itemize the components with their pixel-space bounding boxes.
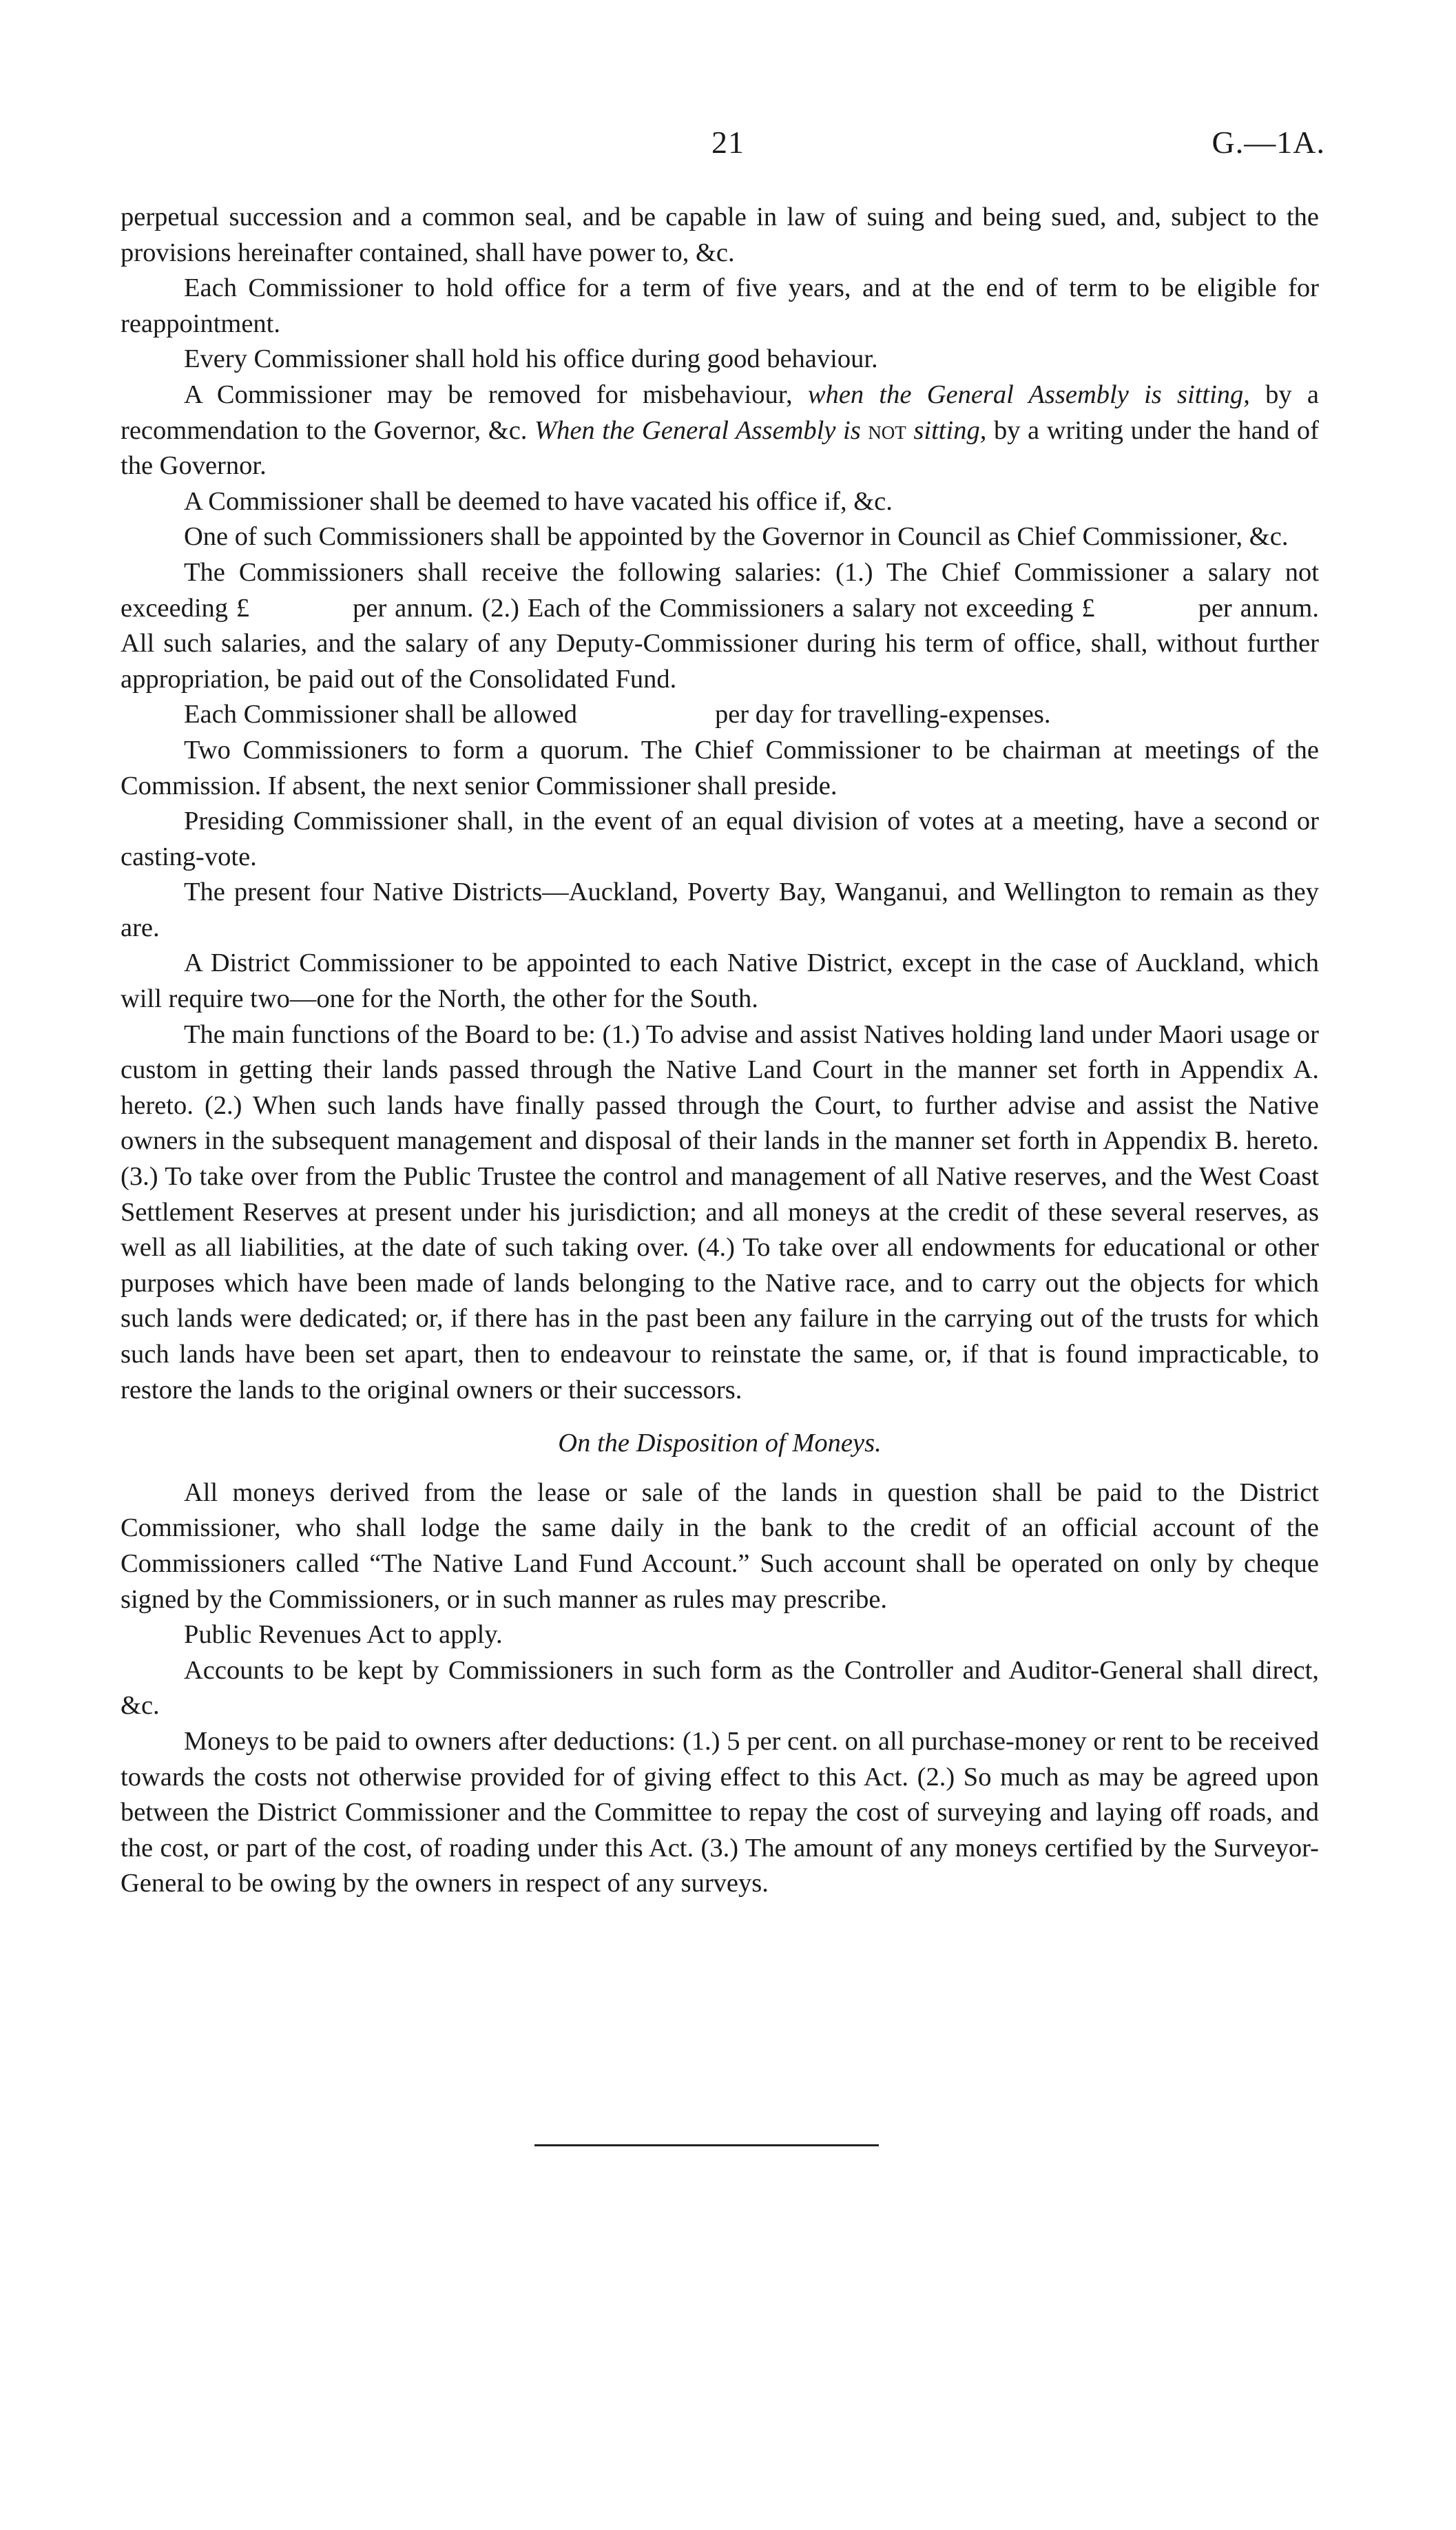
page-number: 21	[711, 125, 745, 160]
paragraph-8-text-b: per day for travelling-expenses.	[714, 700, 1051, 729]
paragraph-1: perpetual succession and a common seal, and be capable in law of suing and being sued, and, subject to the provisions hereinafter contained, shall have power to, &c.	[121, 203, 1319, 267]
paragraph-12: A District Commissioner to be appointed to each Native District, except in the case of Auckland, which will require two—one for the North, the other for the South.	[121, 948, 1319, 1014]
body-text	[121, 200, 1319, 1902]
paragraph-16: Accounts to be kept by Commissioners in such form as the Controller and Auditor-General shall direct, &c.	[121, 1655, 1319, 1721]
paragraph-4-italic-c: sitting,	[906, 415, 987, 445]
paragraph-3: Every Commissioner shall hold his office during good behaviour.	[184, 344, 878, 374]
paragraph-7-text-c: per annum. All such salaries, and the salary of any Deputy-Commissioner during his term of office, shall, without further appropriation, be paid out of the Consolidated Fund.	[121, 593, 1319, 694]
paragraph-9: Two Commissioners to form a quorum. The Chief Commissioner to be chairman at meetings of the Commission. If absent, the next senior Commissioner shall preside.	[121, 735, 1319, 800]
paragraph-4-text-a: A Commissioner may be removed for misbehaviour,	[184, 380, 808, 409]
paragraph-15: Public Revenues Act to apply.	[184, 1620, 503, 1650]
paragraph-7-text-b: per annum. (2.) Each of the Commissioners a salary not exceeding £	[353, 593, 1095, 623]
paragraph-7-text-a: The Commissioners shall receive the following salaries: (1.) The Chief Commissioner a salary not exceeding £	[121, 557, 1319, 623]
paragraph-4-text-b: by a recommendation to the Governor, &c.	[121, 380, 1319, 445]
document-reference: G.—1A.	[1211, 125, 1325, 160]
paragraph-10: Presiding Commissioner shall, in the event of an equal division of votes at a meeting, have a second or casting-vote.	[121, 807, 1319, 871]
paragraph-4-text-c: by a writing under the hand of the Governor.	[121, 415, 1319, 481]
paragraph-5: A Commissioner shall be deemed to have vacated his office if, &c.	[184, 486, 893, 516]
section-heading: On the Disposition of Moneys.	[558, 1429, 882, 1458]
paragraph-2: Each Commissioner to hold office for a term of five years, and at the end of term to be eligible for reappointment.	[121, 273, 1319, 338]
paragraph-13: The main functions of the Board to be: (1.) To advise and assist Natives holding land under Maori usage or custom in getting their lands passed through the Native Land Court in the manner set forth in Appendix A. hereto. (2.) When such lands have finally passed through the Court, to further advise and assist the Native owners in the subsequent management and disposal of their lands in the manner set forth in Appendix B. hereto. (3.) To take over from the Public Trustee the control and management of all Native reserves, and the West Coast Settlement Reserves at present under his jurisdiction; and all moneys at the credit of these several reserves, as well as all liabilities, at the date of such taking over. (4.) To take over all endowments for educational or other purposes which have been made of lands belonging to the Native race, and to carry out the objects for which such lands were dedicated; or, if there has in the past been any failure in the carrying out of the trusts for which such lands have been set apart, then to endeavour to reinstate the same, or, if that is found impracticable, to restore the lands to the original owners or their successors.	[121, 1019, 1319, 1404]
paragraph-17: Moneys to be paid to owners after deductions: (1.) 5 per cent. on all purchase-money or rent to be received towards the costs not otherwise provided for of giving effect to this Act. (2.) So much as may be agreed upon between the District Commissioner and the Committee to repay the cost of surveying and laying off roads, and the cost, or part of the cost, of roading under this Act. (3.) The amount of any moneys certified by the Surveyor-General to be owing by the owners in respect of any surveys.	[121, 1726, 1319, 1898]
paragraph-8-text-a: Each Commissioner shall be allowed	[184, 700, 577, 729]
paragraph-7	[121, 555, 1319, 697]
footer-rule	[534, 2144, 879, 2146]
paragraph-8	[121, 697, 1319, 733]
paragraph-4-italic-b: When the General Assembly is	[534, 415, 869, 445]
paragraph-4	[121, 377, 1319, 484]
paragraph-11: The present four Native Districts—Auckland, Poverty Bay, Wanganui, and Wellington to remain as they are.	[121, 878, 1319, 942]
paragraph-6: One of such Commissioners shall be appointed by the Governor in Council as Chief Commissioner, &c.	[184, 522, 1289, 552]
paragraph-4-italic-a: when the General Assembly is sitting,	[807, 380, 1250, 409]
paragraph-4-not: not	[868, 415, 906, 445]
paragraph-14: All moneys derived from the lease or sale of the lands in question shall be paid to the District Commissioner, who shall lodge the same daily in the bank to the credit of an official account of the Commissioners called “The Native Land Fund Account.” Such account shall be operated on only by cheque signed by the Commissioners, or in such manner as rules may prescribe.	[121, 1477, 1319, 1614]
